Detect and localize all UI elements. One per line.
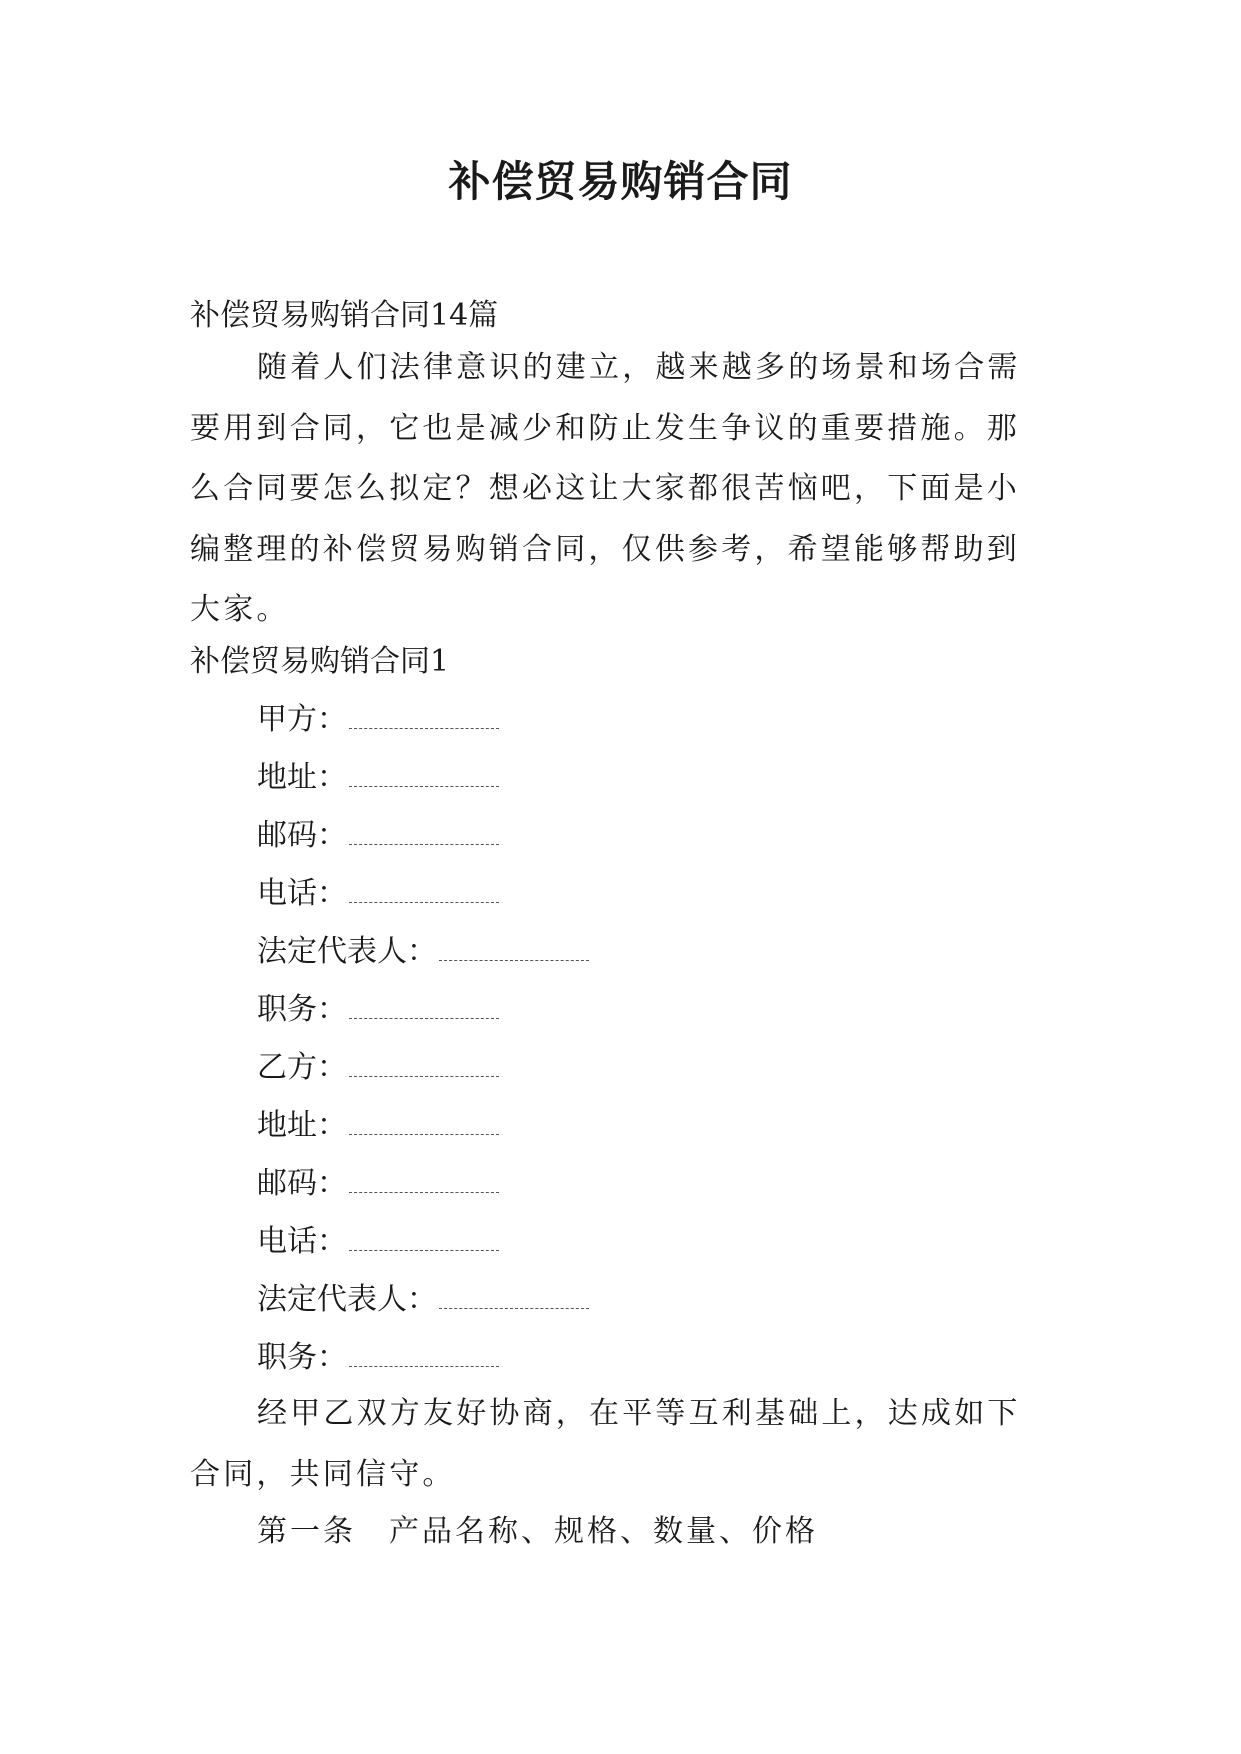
party-b-legal-rep-field [257,1280,589,1320]
party-a-legal-rep-label: 法定代表人： [257,934,437,969]
party-a-legal-rep-field [257,932,589,972]
party-b-legal-rep-blank [439,1284,589,1309]
intro-paragraph: 随着人们法律意识的建立，越来越多的场景和场合需要用到合同，它也是减少和防止发生争议的重要措施。那么合同要怎么拟定？想必这让大家都很苦恼吧，下面是小编整理的补偿贸易购销合同，仅供参考，希望能够帮助到大家。 [190,350,1021,627]
party-b-postcode-field [257,1164,499,1204]
document-title: 补偿贸易购销合同 [448,157,793,206]
party-b-field [257,1048,499,1088]
party-a-position-blank [349,994,499,1019]
party-a-position-label: 职务： [257,992,347,1027]
party-b-label: 乙方： [257,1050,347,1085]
party-b-phone-blank [349,1226,499,1251]
party-a-phone-blank [349,878,499,903]
party-b-postcode-label: 邮码： [257,1166,347,1201]
party-a-label: 甲方： [257,702,347,737]
party-a-address-field [257,758,499,798]
party-a-phone-label: 电话： [257,876,347,911]
party-b-address-field [257,1106,499,1146]
party-a-postcode-field [257,816,499,856]
party-b-phone-label: 电话： [257,1224,347,1259]
party-a-address-blank [349,762,499,787]
party-b-legal-rep-label: 法定代表人： [257,1282,437,1317]
party-a-address-label: 地址： [257,760,347,795]
party-b-blank [349,1052,499,1077]
party-a-position-field [257,990,499,1030]
section-heading: 补偿贸易购销合同1 [190,644,450,679]
party-b-address-label: 地址： [257,1108,347,1143]
party-a-postcode-label: 邮码： [257,818,347,853]
party-a-phone-field [257,874,499,914]
party-a-postcode-blank [349,820,499,845]
party-b-position-blank [349,1342,499,1367]
party-a-blank [349,704,499,729]
party-b-position-label: 职务： [257,1340,347,1375]
party-b-phone-field [257,1222,499,1262]
party-a-legal-rep-blank [439,936,589,961]
document-subtitle: 补偿贸易购销合同14篇 [190,298,499,333]
party-b-position-field [257,1338,499,1378]
agreement-paragraph: 经甲乙双方友好协商，在平等互利基础上，达成如下合同，共同信守。 [190,1396,1021,1492]
party-b-postcode-blank [349,1168,499,1193]
article-1-heading: 第一条 产品名称、规格、数量、价格 [257,1514,818,1549]
party-b-address-blank [349,1110,499,1135]
party-a-field [257,700,499,740]
